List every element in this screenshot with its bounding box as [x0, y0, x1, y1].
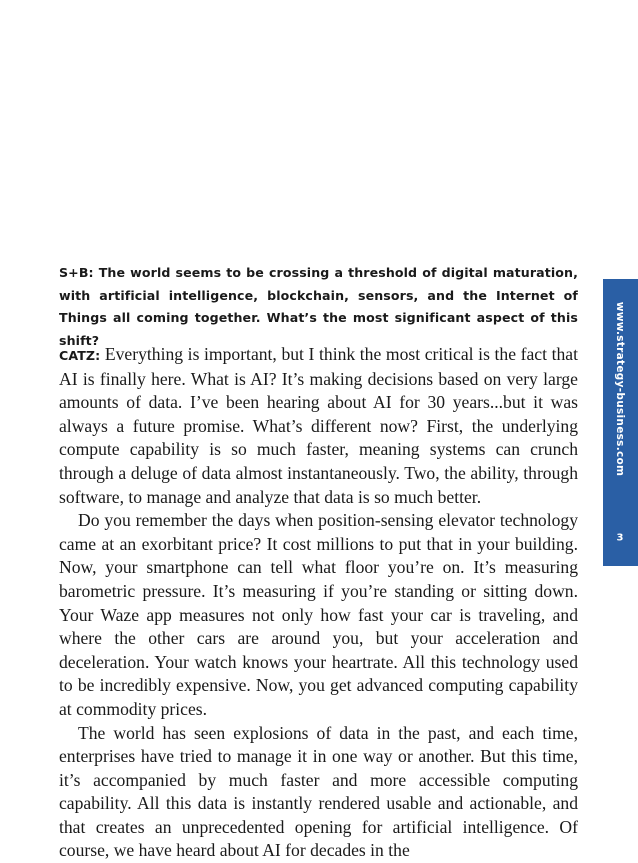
- page-number: 3: [617, 533, 624, 544]
- interview-answer: [59, 343, 578, 863]
- answer-paragraph-3: The world has seen explosions of data in the past, and each time, enterprises have tried to manage it in one way or another. But this time, it’s accompanied by much faster and more accessible computing capability. All this data is instantly rendered usable and actionable, and that creates an unprecedented opening for artificial intelligence. Of course, we have heard about AI for decades in the: [59, 722, 578, 863]
- answer-paragraph-2: Do you remember the days when position-sensing elevator technology came at an exorbitant price? It cost millions to put that in your building. Now, your smartphone can tell what floor you’re on. It’s measuring barometric pressure. It’s measuring if you’re standing or sitting down. Your Waze app measures not only how fast your car is traveling, and where the other cars are around you, but your acceleration and deceleration. Your watch knows your heartrate. All this technology used to be incredibly expensive. Now, you get advanced computing capability at commodity prices.: [59, 509, 578, 721]
- speaker-label: CATZ:: [59, 348, 100, 363]
- interview-question: S+B: The world seems to be crossing a threshold of digital maturation, with artificial intelligence, blockchain, sensors, and the Internet of Things all coming together. What’s the most significant aspect of this shift?: [59, 262, 578, 352]
- website-url: www.strategy-business.com: [614, 302, 626, 477]
- answer-paragraph-1-text: Everything is important, but I think the most critical is the fact that AI is finally here. What is AI? It’s making decisions based on very large amounts of data. I’ve been hearing about AI for 30 years...but it was always a future promise. What’s different now? First, the underlying compute capability is so much faster, meaning systems can crunch through a deluge of data almost instantaneously. Two, the ability, through software, to manage and analyze that data is so much better.: [59, 344, 578, 507]
- answer-paragraph-1: [59, 343, 578, 509]
